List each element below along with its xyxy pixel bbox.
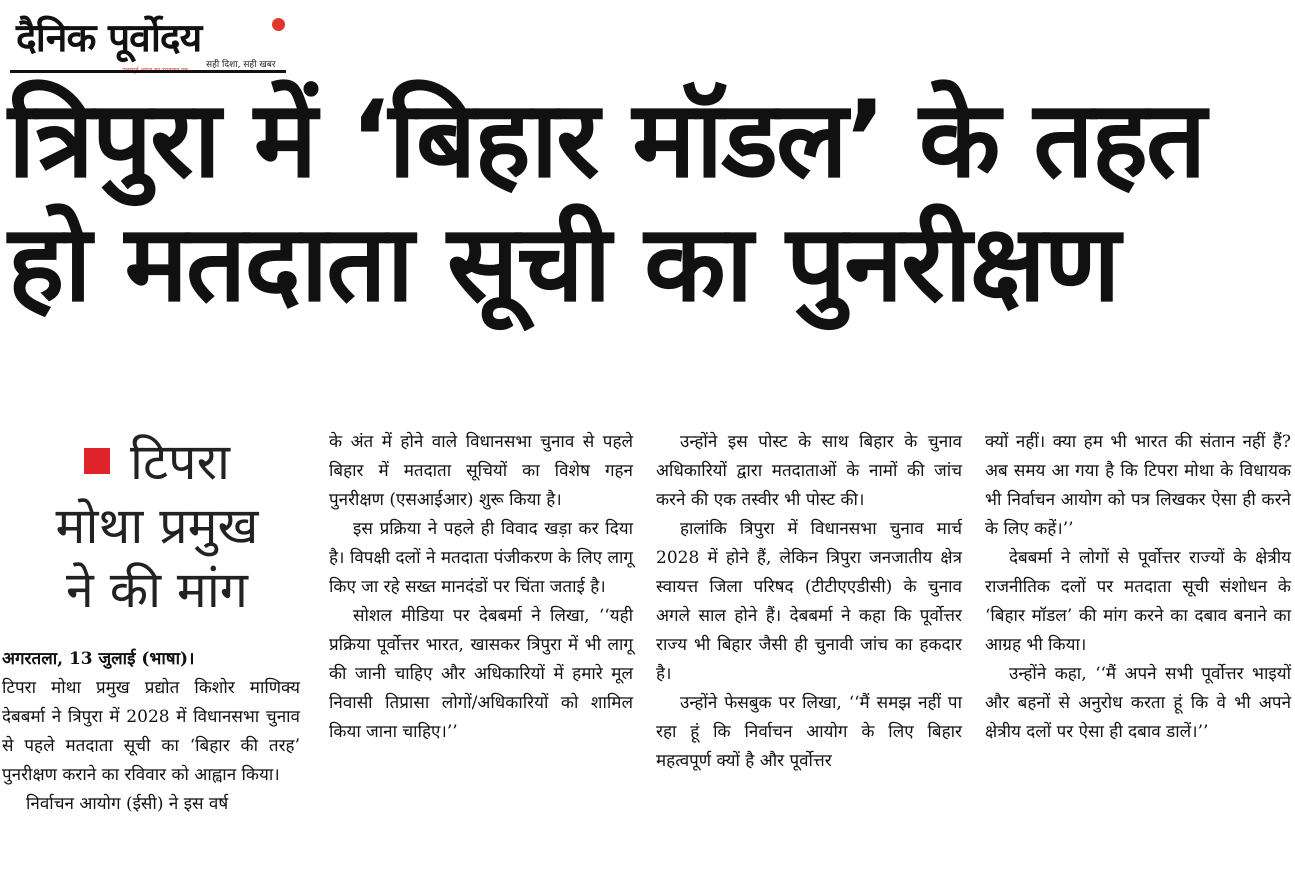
kicker-line-1: टिपरा (130, 433, 230, 491)
paragraph: क्यों नहीं। क्या हम भी भारत की संतान नहीं हैं? अब समय आ गया है कि टिपरा मोथा के विधायक भी निर्वाचन आयोग को पत्र लिखकर ऐसा ही करने के लिए कहें।’’ (985, 432, 1291, 539)
article-column-4 (985, 428, 1291, 747)
paragraph: हालांकि त्रिपुरा में विधानसभा चुनाव मार्च 2028 में होने हैं, लेकिन त्रिपुरा जनजातीय क्षेत्र स्वायत्त जिला परिषद (टीटीएएडीसी) के चुनाव अगले साल होने हैं। देबबर्मा ने कहा कि पूर्वोत्तर राज्य भी बिहार जैसी ही चुनावी जांच का हकदार है। (656, 519, 962, 684)
headline-line-2: हो मतदाता सूची का पुनरीक्षण (8, 202, 1119, 325)
dateline: अगरतला, 13 जुलाई (भाषा)। (2, 649, 195, 669)
paragraph: उन्होंने इस पोस्ट के साथ बिहार के चुनाव अधिकारियों द्वारा मतदाताओं के नामों की जांच करने की एक तस्वीर भी पोस्ट की। (656, 432, 962, 510)
headline (8, 78, 1293, 326)
paragraph: इस प्रक्रिया ने पहले ही विवाद खड़ा कर दिया है। विपक्षी दलों ने मतदाता पंजीकरण के लिए लागू किए जा रहे सख्त मानदंडों पर चिंता जताई है। (329, 519, 633, 597)
headline-line-1: त्रिपुरा में ‘बिहार मॉडल’ के तहत (8, 78, 1205, 201)
paragraph: के अंत में होने वाले विधानसभा चुनाव से पहले बिहार में मतदाता सूचियों का विशेष गहन पुनरीक्षण (एसआईआर) शुरू किया है। (329, 432, 633, 510)
paragraph: निर्वाचन आयोग (ईसी) ने इस वर्ष (26, 794, 229, 814)
newspaper-name: दैनिक पूर्वोदय (16, 16, 202, 61)
masthead (10, 4, 286, 72)
paragraph: देबबर्मा ने लोगों से पूर्वोत्तर राज्यों के क्षेत्रीय राजनीतिक दलों पर मतदाता सूची संशोधन के ‘बिहार मॉडल’ की मांग करने का दबाव बनाने का आग्रह भी किया। (985, 548, 1291, 655)
kicker-line-2: मोथा प्रमुख (55, 497, 259, 555)
article-column-3 (656, 428, 962, 776)
paragraph: उन्होंने फेसबुक पर लिखा, ‘‘मैं समझ नहीं पा रहा हूं कि निर्वाचन आयोग के लिए बिहार महत्वपूर्ण क्यों है और पूर्वोत्तर (656, 693, 962, 771)
masthead-rule (10, 70, 286, 73)
paragraph: उन्होंने कहा, ‘‘मैं अपने सभी पूर्वोत्तर भाइयों और बहनों से अनुरोध करता हूं कि वे भी अपने क्षेत्रीय दलों पर ऐसा ही दबाव डालें।’’ (985, 664, 1291, 742)
paragraph: सोशल मीडिया पर देबबर्मा ने लिखा, ‘‘यही प्रक्रिया पूर्वोत्तर भारत, खासकर त्रिपुरा में भी लागू की जानी चाहिए और अधिकारियों में हमारे मूल निवासी तिप्रासा लोगों/अधिकारियों को शामिल किया जाना चाहिए।’’ (329, 606, 633, 742)
article-column-2 (329, 428, 633, 747)
red-square-bullet (84, 448, 110, 474)
article-column-1 (2, 645, 300, 819)
paragraph: टिपरा मोथा प्रमुख प्रद्योत किशोर माणिक्य देबबर्मा ने त्रिपुरा में 2028 में विधानसभा चुनाव से पहले मतदाता सूची का ‘बिहार की तरह’ पुनरीक्षण कराने का रविवार को आह्वान किया। (2, 678, 300, 785)
red-dot-logo (272, 18, 285, 31)
kicker (22, 430, 292, 622)
newspaper-tagline: सही दिशा, सही खबर (206, 60, 276, 70)
kicker-line-3: ने की मांग (66, 561, 248, 619)
